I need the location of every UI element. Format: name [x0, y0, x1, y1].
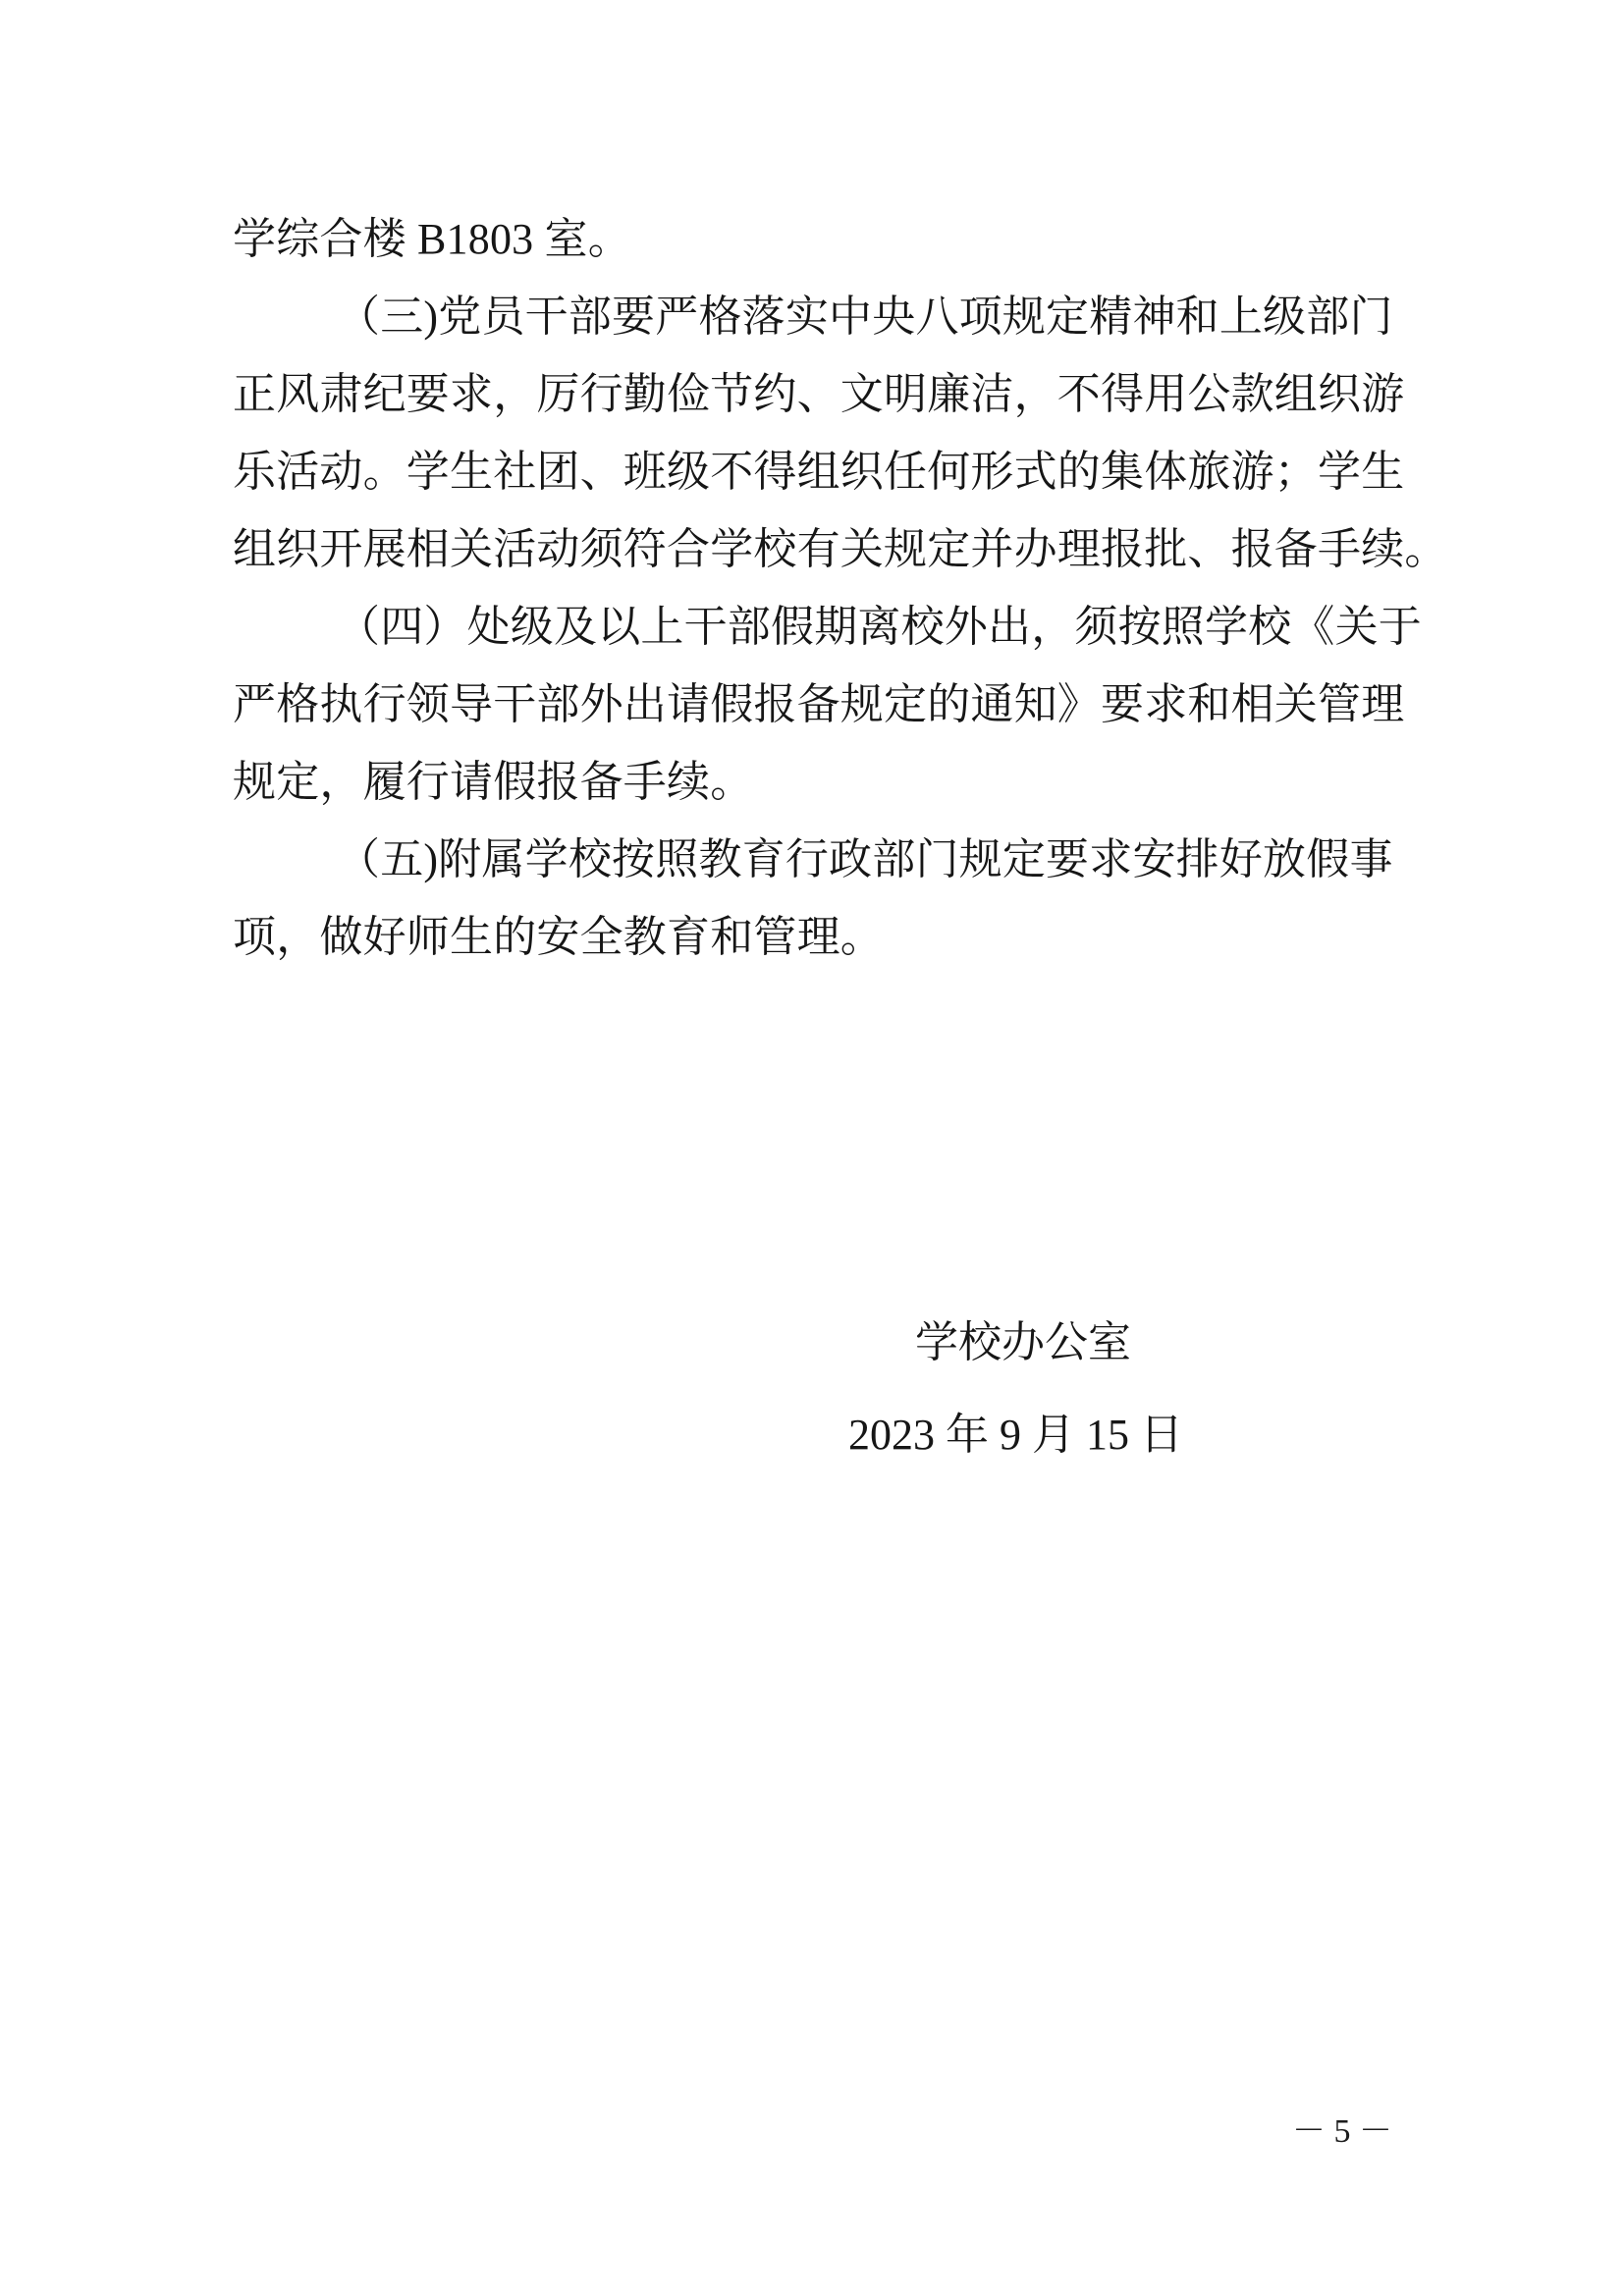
- document-body: [233, 200, 1460, 976]
- body-line: 规定，履行请假报备手续。: [233, 758, 754, 806]
- body-line: （四）处级及以上干部假期离校外出，须按照学校《关于: [337, 603, 1422, 651]
- signature-date: 2023 年 9 月 15 日: [848, 1411, 1183, 1459]
- body-line: 严格执行领导干部外出请假报备规定的通知》要求和相关管理: [233, 680, 1405, 728]
- page-number: － 5 －: [1292, 2113, 1392, 2150]
- body-line: （三)党员干部要严格落实中央八项规定精神和上级部门: [337, 293, 1393, 341]
- body-line: （五)附属学校按照教育行政部门规定要求安排好放假事: [337, 835, 1393, 883]
- body-line: 正风肃纪要求，厉行勤俭节约、文明廉洁，不得用公款组织游: [233, 370, 1405, 418]
- body-line: 组织开展相关活动须符合学校有关规定并办理报批、报备手续。: [233, 525, 1448, 573]
- body-line: 学综合楼 B1803 室。: [233, 215, 631, 263]
- body-line: 乐活动。学生社团、班级不得组织任何形式的集体旅游；学生: [233, 448, 1405, 496]
- body-line: 项，做好师生的安全教育和管理。: [233, 913, 884, 961]
- signature-office: 学校办公室: [915, 1318, 1131, 1366]
